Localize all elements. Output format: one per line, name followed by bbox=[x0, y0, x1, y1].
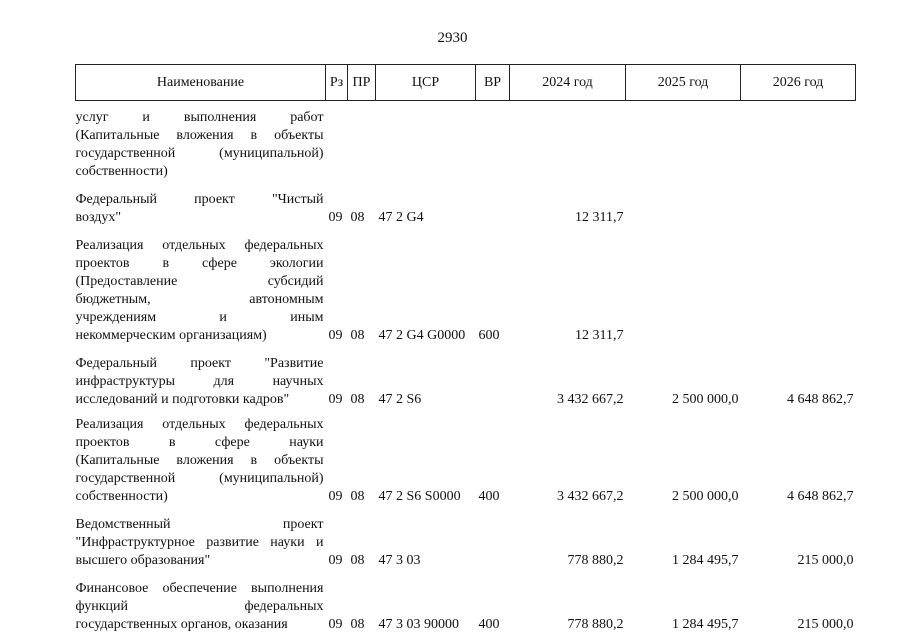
row-amount-2026: 215 000,0 bbox=[797, 553, 854, 568]
row-amount-2025 bbox=[626, 237, 741, 345]
row-name-line: государственных органов, оказания bbox=[75, 617, 288, 632]
row-vr bbox=[476, 191, 510, 227]
row-name-line: высшего образования" bbox=[75, 553, 211, 568]
header-csr: ЦСР bbox=[376, 65, 476, 101]
row-pr: 08 bbox=[350, 617, 365, 632]
row-name-line: Реализация отдельных федеральных bbox=[75, 417, 324, 432]
table-row bbox=[76, 191, 856, 227]
row-name bbox=[76, 580, 326, 634]
row-amount-2024: 778 880,2 bbox=[567, 553, 624, 568]
row-name-line: (Предоставление субсидий bbox=[75, 274, 324, 289]
row-amount-2024: 12 311,7 bbox=[575, 210, 624, 225]
row-amount-2026 bbox=[741, 191, 856, 227]
table-row bbox=[76, 109, 856, 181]
row-amount-2024: 12 311,7 bbox=[575, 328, 624, 343]
row-csr: 47 3 03 bbox=[378, 553, 421, 568]
header-2025: 2025 год bbox=[626, 65, 741, 101]
row-name-line: Федеральный проект "Развитие bbox=[75, 356, 324, 371]
budget-table bbox=[75, 64, 856, 634]
header-name: Наименование bbox=[76, 65, 326, 101]
row-csr: 47 2 S6 S0000 bbox=[378, 489, 461, 504]
page-number: 2930 bbox=[437, 30, 468, 46]
row-vr bbox=[476, 109, 510, 181]
row-amount-2025: 2 500 000,0 bbox=[672, 489, 739, 504]
row-amount-2025: 1 284 495,7 bbox=[672, 553, 739, 568]
row-name-line: Ведомственный проект bbox=[75, 517, 324, 532]
row-vr: 600 bbox=[478, 328, 500, 343]
row-name bbox=[76, 237, 326, 345]
row-name-line: собственности) bbox=[75, 164, 168, 179]
row-name-line: Финансовое обеспечение выполнения bbox=[75, 581, 324, 596]
row-rz bbox=[326, 109, 348, 181]
row-name-line: собственности) bbox=[75, 489, 168, 504]
row-spacer bbox=[76, 409, 856, 416]
row-rz: 09 bbox=[328, 617, 343, 632]
header-vr: ВР bbox=[476, 65, 510, 101]
row-vr: 400 bbox=[478, 617, 500, 632]
row-rz: 09 bbox=[328, 553, 343, 568]
row-name-line: (Капитальные вложения в объекты bbox=[75, 453, 324, 468]
table-row bbox=[76, 237, 856, 345]
header-pr: ПР bbox=[348, 65, 376, 101]
row-name-line: инфраструктуры для научных bbox=[75, 374, 324, 389]
row-name bbox=[76, 355, 326, 409]
row-name bbox=[76, 191, 326, 227]
row-name-line: функций федеральных bbox=[75, 599, 324, 614]
row-name bbox=[76, 516, 326, 570]
table-row bbox=[76, 516, 856, 570]
row-spacer bbox=[76, 181, 856, 191]
row-name-line: (Капитальные вложения в объекты bbox=[75, 128, 324, 143]
row-name-line: проектов в сфере экологии bbox=[75, 256, 324, 271]
table-row bbox=[76, 416, 856, 506]
row-amount-2025: 1 284 495,7 bbox=[672, 617, 739, 632]
row-name-line: некоммерческим организациям) bbox=[75, 328, 267, 343]
row-spacer bbox=[76, 506, 856, 516]
row-pr: 08 bbox=[350, 489, 365, 504]
budget-table-container bbox=[75, 64, 855, 634]
row-amount-2026: 4 648 862,7 bbox=[787, 392, 854, 407]
row-rz: 09 bbox=[328, 210, 343, 225]
table-header bbox=[76, 65, 856, 101]
row-name-line: Федеральный проект "Чистый bbox=[75, 192, 324, 207]
row-amount-2025 bbox=[626, 191, 741, 227]
row-name-line: государственной (муниципальной) bbox=[75, 146, 324, 161]
table-row bbox=[76, 580, 856, 634]
header-rz: Рз bbox=[326, 65, 348, 101]
row-name-line: услуг и выполнения работ bbox=[75, 110, 324, 125]
row-amount-2024 bbox=[510, 109, 626, 181]
row-pr: 08 bbox=[350, 553, 365, 568]
row-name-line: проектов в сфере науки bbox=[75, 435, 324, 450]
row-rz: 09 bbox=[328, 328, 343, 343]
row-spacer bbox=[76, 570, 856, 580]
row-csr: 47 2 S6 bbox=[378, 392, 422, 407]
row-vr bbox=[476, 355, 510, 409]
row-pr: 08 bbox=[350, 392, 365, 407]
row-amount-2026: 215 000,0 bbox=[797, 617, 854, 632]
row-name-line: "Инфраструктурное развитие науки и bbox=[75, 535, 324, 550]
row-amount-2026 bbox=[741, 109, 856, 181]
row-name-line: учреждениям и иным bbox=[75, 310, 324, 325]
row-csr: 47 2 G4 bbox=[378, 210, 424, 225]
row-amount-2026: 4 648 862,7 bbox=[787, 489, 854, 504]
row-amount-2024: 3 432 667,2 bbox=[557, 489, 624, 504]
row-amount-2024: 3 432 667,2 bbox=[557, 392, 624, 407]
row-vr bbox=[476, 516, 510, 570]
table-row bbox=[76, 355, 856, 409]
row-pr: 08 bbox=[350, 210, 365, 225]
row-vr: 400 bbox=[478, 489, 500, 504]
row-pr: 08 bbox=[350, 328, 365, 343]
row-csr bbox=[376, 109, 476, 181]
row-name-line: государственной (муниципальной) bbox=[75, 471, 324, 486]
row-name bbox=[76, 109, 326, 181]
row-spacer bbox=[76, 345, 856, 355]
row-name bbox=[76, 416, 326, 506]
row-pr bbox=[348, 109, 376, 181]
row-amount-2024: 778 880,2 bbox=[567, 617, 624, 632]
row-name-line: Реализация отдельных федеральных bbox=[75, 238, 324, 253]
row-amount-2025: 2 500 000,0 bbox=[672, 392, 739, 407]
row-spacer bbox=[76, 227, 856, 237]
row-csr: 47 3 03 90000 bbox=[378, 617, 459, 632]
header-2024: 2024 год bbox=[510, 65, 626, 101]
row-name-line: воздух" bbox=[75, 210, 122, 225]
row-amount-2026 bbox=[741, 237, 856, 345]
row-csr: 47 2 G4 G0000 bbox=[378, 328, 466, 343]
header-2026: 2026 год bbox=[741, 65, 856, 101]
row-rz: 09 bbox=[328, 392, 343, 407]
row-name-line: исследований и подготовки кадров" bbox=[75, 392, 290, 407]
table-body bbox=[76, 101, 856, 635]
row-amount-2025 bbox=[626, 109, 741, 181]
row-rz: 09 bbox=[328, 489, 343, 504]
row-name-line: бюджетным, автономным bbox=[75, 292, 324, 307]
